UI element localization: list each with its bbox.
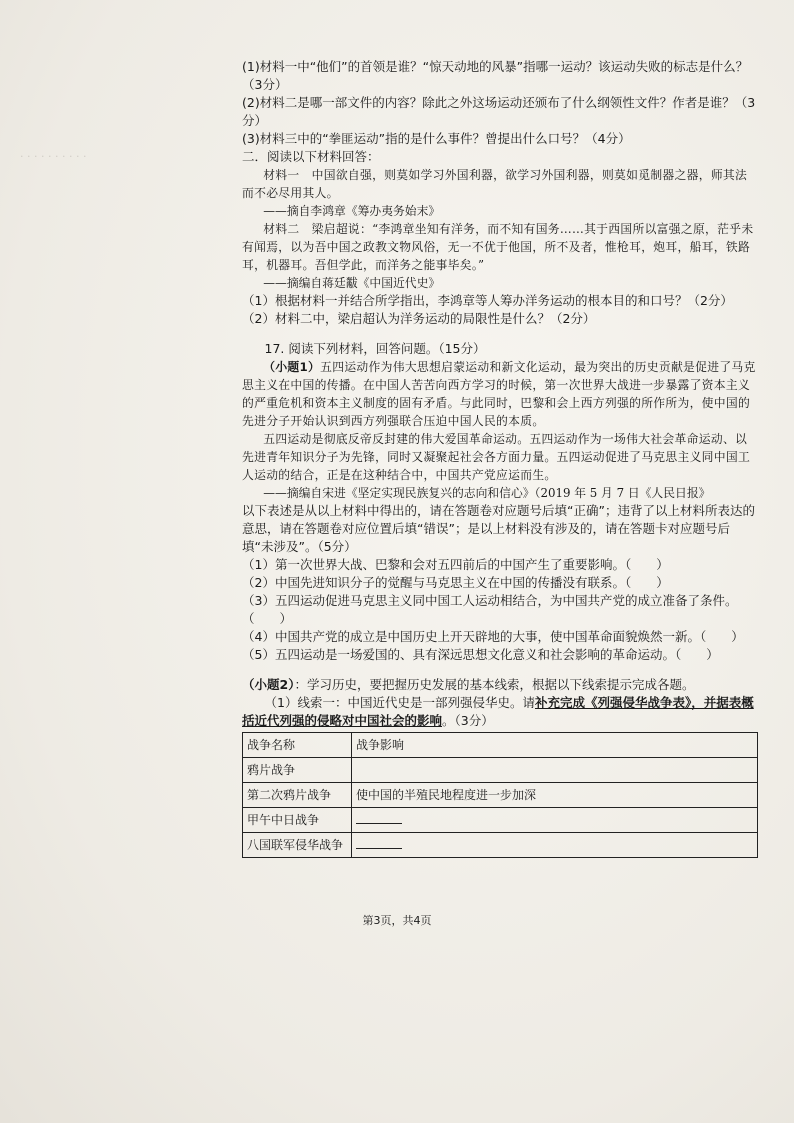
clue-1-emphasis: 补充完成《列强侵华战争表》，并据表概括近代列强的侵略对中国社会的影响	[242, 695, 754, 728]
war-name: 鸦片战争	[243, 758, 352, 783]
question-2: (2)材料二是哪一部文件的内容？除此之外这场运动还颁布了什么纲领性文件？作者是谁？（3分）	[242, 95, 756, 128]
section-2-heading: 二．阅读以下材料回答：	[242, 149, 380, 164]
question-3: (3)材料三中的“拳匪运动”指的是什么事件？曾提出什么口号？（4分）	[242, 131, 631, 146]
table-row	[243, 808, 758, 833]
q17-sub1-source: ——摘编自宋进《坚定实现民族复兴的志向和信心》（2019 年 5 月 7 日《人民日报》	[263, 486, 711, 500]
war-impact	[352, 758, 758, 783]
material-1-source: ——摘自李鸿章《筹办夷务始末》	[263, 204, 441, 218]
header-war-name: 战争名称	[243, 733, 352, 758]
war-table	[242, 732, 758, 858]
war-impact: 使中国的半殖民地程度进一步加深	[352, 783, 758, 808]
q17-sub2-label: （小题2）	[242, 677, 295, 692]
q17-sub1-label: （小题1）	[263, 360, 321, 374]
answer-blank	[356, 813, 402, 824]
material-2-source: ——摘编自蒋廷黻《中国近代史》	[263, 276, 441, 290]
q17-sub1-para2: 五四运动是彻底反帝反封建的伟大爱国革命运动。五四运动作为一场伟大社会革命运动、以先进青年知识分子为先锋，同时又凝聚起社会各方面力量。五四运动促进了马克思主义同中国工人运动的结合，正是在这种结合中，中国共产党应运而生。	[242, 432, 751, 482]
war-name: 八国联军侵华战争	[243, 833, 352, 858]
table-row	[243, 833, 758, 858]
war-name: 第二次鸦片战争	[243, 783, 352, 808]
clue-1-suffix: 。（3分）	[442, 713, 494, 728]
table-row	[243, 758, 758, 783]
material-2: 材料二 梁启超说：“李鸿章坐知有洋务，而不知有国务……其于西国所以富强之原，茫乎未有闻焉，以为吾中国之政教文物风俗，无一不优于他国，所不及者，惟枪耳，炮耳，船耳，铁路耳，机器耳。吾但学此，而洋务之能事毕矣。”	[242, 222, 754, 272]
header-war-impact: 战争影响	[352, 733, 758, 758]
section-2-q1: （1）根据材料一并结合所学指出，李鸿章等人筹办洋务运动的根本目的和口号？（2分）	[242, 293, 733, 308]
statement-5: （5）五四运动是一场爱国的、具有深远思想文化意义和社会影响的革命运动。（ ）	[242, 647, 719, 662]
clue-1-prefix: （1）线索一：中国近代史是一部列强侵华史。请	[264, 695, 535, 710]
war-impact-blank	[352, 808, 758, 833]
q17-sub1-instruction: 以下表述是从以上材料中得出的，请在答题卷对应题号后填“正确”；违背了以上材料所表达的意思，请在答题卷对应位置后填“错误”；是以上材料没有涉及的，请在答题卡对应题号后填“未涉及”。（5分）	[242, 503, 755, 554]
statement-2: （2）中国先进知识分子的觉醒与马克思主义在中国的传播没有联系。（ ）	[242, 575, 669, 590]
war-table-header	[243, 733, 758, 758]
bleed-through: · · · · · · · · · ·	[20, 150, 87, 163]
table-row	[243, 783, 758, 808]
clue-1	[242, 694, 757, 730]
q17-sub2-intro-text: ：学习历史，要把握历史发展的基本线索，根据以下线索提示完成各题。	[294, 677, 695, 692]
material-1: 材料一 中国欲自强，则莫如学习外国利器，欲学习外国利器，则莫如觅制器之器，师其法而不必尽用其人。	[242, 168, 748, 200]
war-impact-blank	[352, 833, 758, 858]
q17-sub2-intro	[242, 676, 757, 694]
q17-heading: 17. 阅读下列材料，回答问题。（15分）	[264, 341, 486, 356]
question-1: (1)材料一中“他们”的首领是谁？“惊天动地的风暴”指哪一运动？该运动失败的标志是什么？（3分）	[242, 59, 749, 92]
q17-sub1-para1-text: 五四运动作为伟大思想启蒙运动和新文化运动，最为突出的历史贡献是促进了马克思主义在中国的传播。在中国人苦苦向西方学习的时候，第一次世界大战进一步暴露了资本主义的严重危机和资本主义制度的固有矛盾。与此同时，巴黎和会上西方列强的所作所为，使中国的先进分子开始认识到西方列强联合压迫中国人民的本质。	[242, 360, 756, 428]
section-2-q2: （2）材料二中，梁启超认为洋务运动的局限性是什么？（2分）	[242, 311, 596, 326]
page-content	[242, 58, 757, 858]
answer-blank	[356, 838, 402, 849]
statement-3: （3）五四运动促进马克思主义同中国工人运动相结合，为中国共产党的成立准备了条件。（ ）	[242, 593, 738, 626]
war-name: 甲午中日战争	[243, 808, 352, 833]
q17-sub1-para1	[242, 358, 757, 430]
page-footer: 第3页，共4页	[362, 914, 432, 927]
statement-4: （4）中国共产党的成立是中国历史上开天辟地的大事，使中国革命面貌焕然一新。（ ）	[242, 629, 744, 644]
statement-1: （1）第一次世界大战、巴黎和会对五四前后的中国产生了重要影响。（ ）	[242, 557, 669, 572]
